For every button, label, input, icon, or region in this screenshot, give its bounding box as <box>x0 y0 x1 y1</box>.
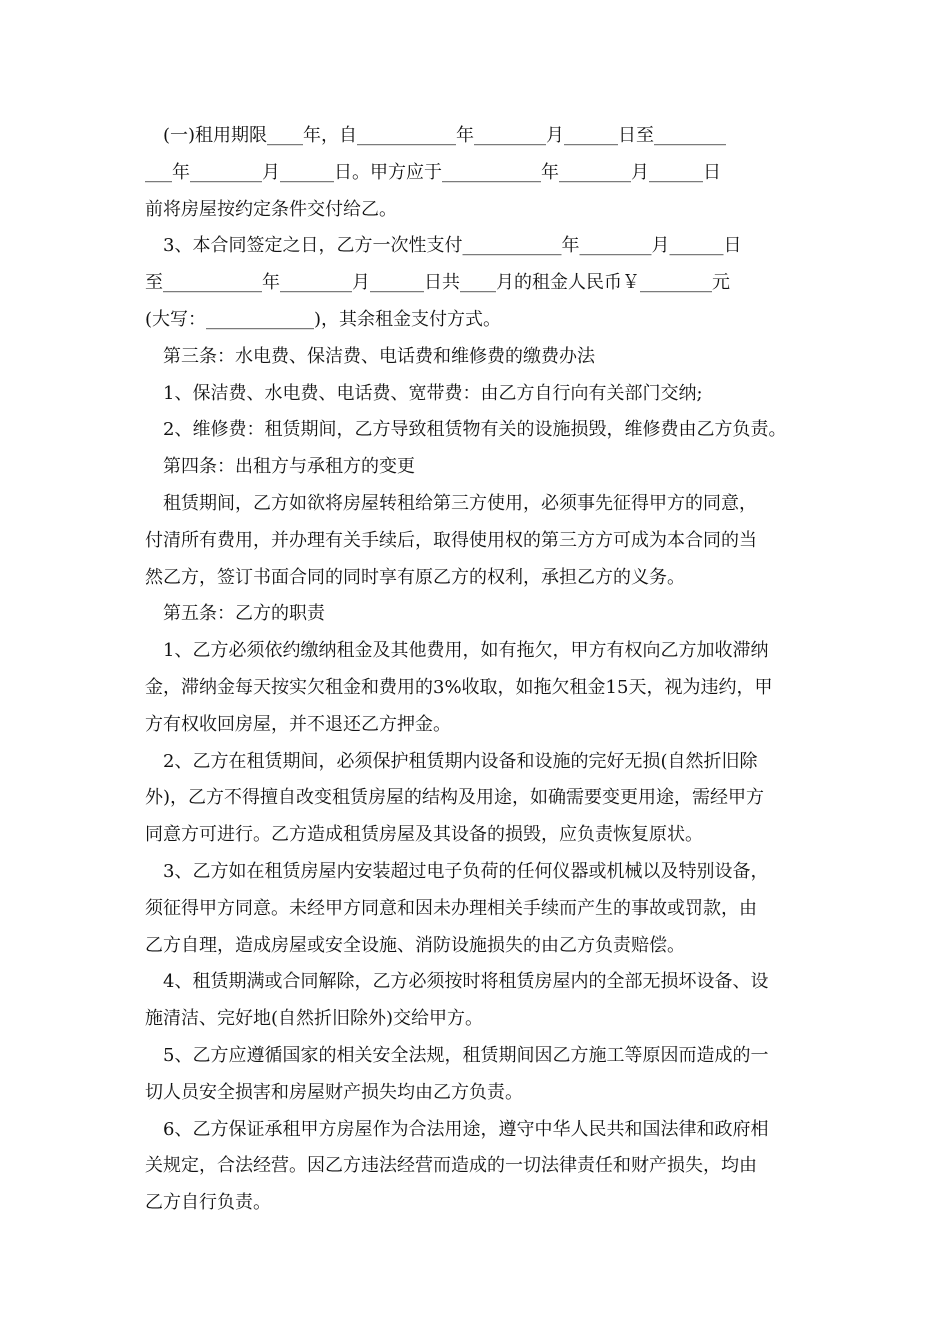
line-text: 6、乙方保证承租甲方房屋作为合法用途，遵守中华人民共和国法律和政府相 <box>163 1118 769 1140</box>
text-line <box>0 964 950 1001</box>
line-text: 1、保洁费、水电费、电话费、宽带费：由乙方自行向有关部门交纳; <box>163 382 703 404</box>
line-text: (一)租用期限____年，自___________年________月______日至________ <box>163 125 727 146</box>
line-text: 租赁期间，乙方如欲将房屋转租给第三方使用，必须事先征得甲方的同意， <box>163 492 757 514</box>
text-line <box>0 670 950 707</box>
text-line <box>0 449 950 486</box>
text-line <box>0 1185 950 1222</box>
line-text: 方有权收回房屋，并不退还乙方押金。 <box>145 713 451 735</box>
line-text: 2、维修费：租赁期间，乙方导致租赁物有关的设施损毁，维修费由乙方负责。 <box>163 419 787 441</box>
text-line <box>0 817 950 854</box>
line-text: 2、乙方在租赁期间，必须保护租赁期内设备和设施的完好无损(自然折旧除 <box>163 750 758 772</box>
text-line <box>0 1148 950 1185</box>
line-text: 5、乙方应遵循国家的相关安全法规，租赁期间因乙方施工等原因而造成的一 <box>163 1044 769 1066</box>
line-text: 前将房屋按约定条件交付给乙。 <box>145 198 397 220</box>
line-text: 3、乙方如在租赁房屋内安装超过电子负荷的任何仪器或机械以及特别设备， <box>163 860 769 882</box>
text-line <box>0 560 950 597</box>
text-line <box>0 228 950 265</box>
text-line <box>0 1038 950 1075</box>
line-text: 金，滞纳金每天按实欠租金和费用的3%收取，如拖欠租金15天，视为违约，甲 <box>145 676 773 698</box>
text-line <box>0 707 950 744</box>
line-text: 然乙方，签订书面合同的同时享有原乙方的权利，承担乙方的义务。 <box>145 566 685 588</box>
text-line <box>0 1001 950 1038</box>
text-line <box>0 523 950 560</box>
line-text: 外)，乙方不得擅自改变租赁房屋的结构及用途，如确需要变更用途，需经甲方 <box>145 787 765 809</box>
text-line <box>0 302 950 339</box>
text-line <box>0 1112 950 1149</box>
line-text: 1、乙方必须依约缴纳租金及其他费用，如有拖欠，甲方有权向乙方加收滞纳 <box>163 640 769 662</box>
line-text: 施清洁、完好地(自然折旧除外)交给甲方。 <box>145 1008 484 1030</box>
text-line <box>0 265 950 302</box>
line-text: 至___________年________月______日共____月的租金人民币￥________元 <box>145 272 730 294</box>
line-text: (大写：____________)，其余租金支付方式。 <box>145 308 502 330</box>
text-line <box>0 486 950 523</box>
text-line <box>0 412 950 449</box>
text-line <box>0 780 950 817</box>
text-line <box>0 744 950 781</box>
text-line <box>0 118 950 155</box>
line-text: ___年________月______日。甲方应于___________年________月______日 <box>145 161 721 183</box>
text-line <box>0 155 950 192</box>
text-line <box>0 1075 950 1112</box>
line-text: 同意方可进行。乙方造成租赁房屋及其设备的损毁，应负责恢复原状。 <box>145 824 703 846</box>
text-line <box>0 633 950 670</box>
line-text: 关规定，合法经营。因乙方违法经营而造成的一切法律责任和财产损失，均由 <box>145 1155 757 1177</box>
line-text: 4、租赁期满或合同解除，乙方必须按时将租赁房屋内的全部无损坏设备、设 <box>163 971 769 993</box>
line-text: 须征得甲方同意。未经甲方同意和因未办理相关手续而产生的事故或罚款，由 <box>145 897 757 919</box>
line-text: 第三条：水电费、保洁费、电话费和维修费的缴费办法 <box>163 345 595 367</box>
contract-body <box>0 118 950 1222</box>
line-text: 切人员安全损害和房屋财产损失均由乙方负责。 <box>145 1081 523 1103</box>
line-text: 第五条：乙方的职责 <box>163 603 325 625</box>
text-line <box>0 891 950 928</box>
line-text: 乙方自理，造成房屋或安全设施、消防设施损失的由乙方负责赔偿。 <box>145 934 685 956</box>
line-text: 付清所有费用，并办理有关手续后，取得使用权的第三方方可成为本合同的当 <box>145 529 757 551</box>
text-line <box>0 854 950 891</box>
line-text: 乙方自行负责。 <box>145 1192 271 1214</box>
text-line <box>0 596 950 633</box>
line-text: 第四条：出租方与承租方的变更 <box>163 456 415 478</box>
text-line <box>0 928 950 965</box>
text-line <box>0 376 950 413</box>
text-line <box>0 339 950 376</box>
text-line <box>0 192 950 229</box>
line-text: 3、本合同签定之日，乙方一次性支付___________年________月______日 <box>163 235 742 257</box>
